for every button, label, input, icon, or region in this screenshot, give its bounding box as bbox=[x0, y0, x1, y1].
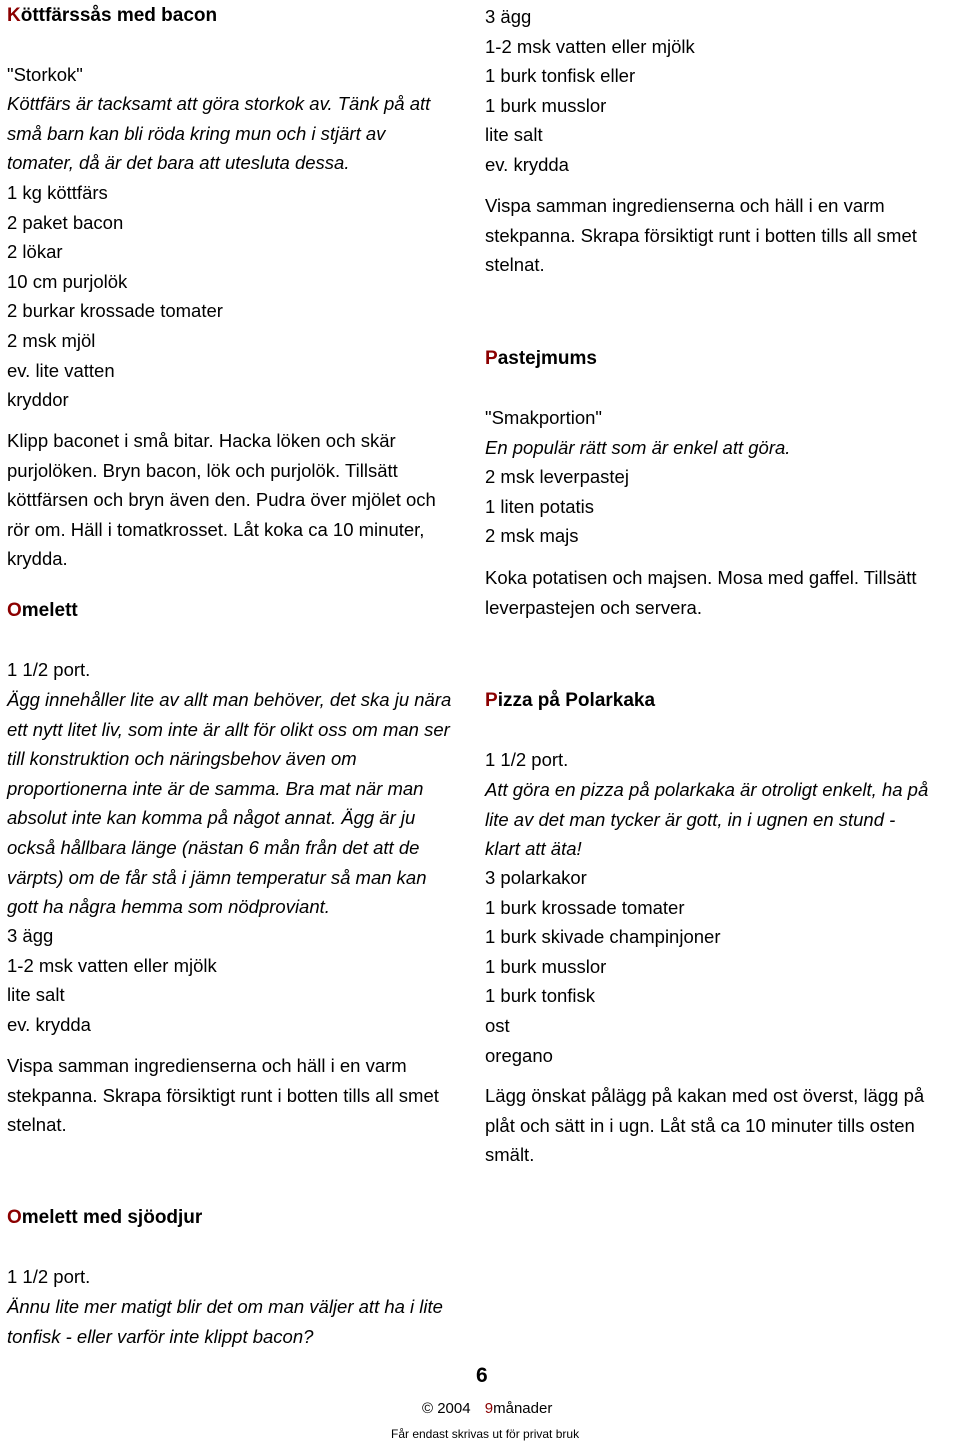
instruction-line: Vispa samman ingredienserna och häll i en varm bbox=[7, 1055, 407, 1076]
instructions-omelett bbox=[7, 1051, 439, 1140]
recipe-title-pastejmums: Pastejmums bbox=[485, 348, 597, 369]
instruction-line: leverpastejen och servera. bbox=[485, 596, 702, 618]
instruction-line: Koka potatisen och majsen. Mosa med gaffel. Tillsätt bbox=[485, 567, 917, 588]
recipe-intro-omelett bbox=[7, 685, 451, 922]
recipe-label-storkok: "Storkok" bbox=[7, 64, 83, 85]
ingredient-item: 1-2 msk vatten eller mjölk bbox=[7, 954, 217, 976]
intro-line: till konstruktion och näringsbehov även om bbox=[7, 748, 357, 770]
page-number: 6 bbox=[476, 1364, 488, 1387]
ingredient-list-kottfarssas bbox=[7, 178, 223, 415]
recipe-title-omelett-sjoodjur: Omelett med sjöodjur bbox=[7, 1207, 203, 1228]
instruction-line: stelnat. bbox=[7, 1114, 67, 1136]
ingredient-item: 2 msk mjöl bbox=[7, 329, 96, 351]
intro-line: gott ha några hemma som nödproviant. bbox=[7, 896, 330, 918]
instruction-line: stekpanna. Skrapa försiktigt runt i botten tills all smet bbox=[7, 1084, 439, 1106]
recipe-title-kottfarssas: Köttfärssås med bacon bbox=[7, 5, 218, 26]
intro-line: också hållbara länge (nästan 6 mån från det att de bbox=[7, 836, 420, 858]
instruction-line: Lägg önskat pålägg på kakan med ost överst, lägg på bbox=[485, 1085, 925, 1106]
intro-line: En populär rätt som är enkel att göra. bbox=[485, 437, 791, 458]
ingredient-list-omelett bbox=[7, 921, 217, 1039]
brand-name: månader bbox=[493, 1400, 553, 1417]
instruction-line: Klipp baconet i små bitar. Hacka löken och skär bbox=[7, 430, 396, 451]
ingredient-item: kryddor bbox=[7, 389, 69, 411]
instructions-pastejmums bbox=[485, 563, 917, 622]
ingredient-item: ev. lite vatten bbox=[7, 359, 115, 381]
ingredient-item: 1 burk tonfisk bbox=[485, 985, 596, 1007]
ingredient-item: 2 msk majs bbox=[485, 525, 579, 547]
ingredient-item: 1 burk musslor bbox=[485, 955, 607, 977]
ingredient-item: 1 burk skivade champinjoner bbox=[485, 926, 721, 948]
instructions-sjoodjur bbox=[485, 191, 917, 280]
instructions-kottfarssas bbox=[7, 426, 436, 574]
portion-pizza: 1 1/2 port. bbox=[485, 749, 569, 770]
ingredient-item: 1 burk krossade tomater bbox=[485, 896, 685, 918]
instruction-line: Vispa samman ingredienserna och häll i en varm bbox=[485, 195, 885, 216]
intro-line: Att göra en pizza på polarkaka är otroligt enkelt, ha på bbox=[485, 779, 929, 800]
recipe-intro-pizza bbox=[485, 775, 928, 864]
ingredient-item: 1-2 msk vatten eller mjölk bbox=[485, 35, 695, 57]
copyright-text: © 2004 bbox=[422, 1400, 471, 1417]
recipe-label-smakportion: "Smakportion" bbox=[485, 407, 602, 428]
ingredient-item: 1 kg köttfärs bbox=[7, 182, 108, 203]
instruction-line: plåt och sätt in i ugn. Låt stå ca 10 minuter tills osten bbox=[485, 1114, 915, 1136]
instruction-line: köttfärsen och bryn även den. Pudra över mjölet och bbox=[7, 489, 436, 511]
recipe-title-omelett: Omelett bbox=[7, 600, 78, 621]
recipe-intro-sjoodjur bbox=[7, 1292, 443, 1351]
ingredient-item: 3 polarkakor bbox=[485, 867, 587, 888]
instruction-line: krydda. bbox=[7, 548, 68, 570]
instructions-pizza bbox=[485, 1081, 924, 1170]
ingredient-item: 2 paket bacon bbox=[7, 211, 124, 233]
intro-line: tonfisk - eller varför inte klippt bacon? bbox=[7, 1325, 314, 1347]
intro-line: tomater, då är det bara att utesluta dessa. bbox=[7, 152, 350, 174]
intro-line: Ännu lite mer matigt blir det om man väljer att ha i lite bbox=[7, 1296, 443, 1317]
footer-print-note: Får endast skrivas ut för privat bruk bbox=[391, 1427, 580, 1441]
instruction-line: rör om. Häll i tomatkrosset. Låt koka ca 10 minuter, bbox=[7, 518, 425, 540]
ingredient-item: 3 ägg bbox=[485, 6, 532, 27]
ingredient-item: ev. krydda bbox=[7, 1013, 91, 1035]
ingredient-item: 3 ägg bbox=[7, 925, 54, 946]
ingredient-item: 2 msk leverpastej bbox=[485, 466, 629, 487]
ingredient-item: 10 cm purjolök bbox=[7, 270, 128, 292]
ingredient-item: 1 burk musslor bbox=[485, 94, 607, 116]
intro-line: Köttfärs är tacksamt att göra storkok av. Tänk på att bbox=[7, 93, 431, 114]
intro-line: absolut inte kan komma på något annat. Ägg är ju bbox=[7, 807, 416, 829]
recipe-intro-kottfarssas bbox=[7, 89, 430, 178]
ingredient-list-sjoodjur bbox=[485, 2, 695, 180]
instruction-line: stelnat. bbox=[485, 254, 545, 276]
ingredient-item: 2 lökar bbox=[7, 241, 63, 263]
intro-line: lite av det man tycker är gott, in i ugnen en stund - bbox=[485, 808, 896, 830]
recipe-title-pizza: Pizza på Polarkaka bbox=[485, 690, 656, 711]
intro-line: proportionerna inte är de samma. Bra mat när man bbox=[7, 777, 424, 799]
instruction-line: smält. bbox=[485, 1144, 535, 1166]
portion-omelett: 1 1/2 port. bbox=[7, 659, 91, 680]
ingredient-list-pastejmums bbox=[485, 462, 629, 551]
intro-line: små barn kan bli röda kring mun och i stjärt av bbox=[7, 122, 386, 144]
footer-copyright bbox=[422, 1400, 552, 1417]
portion-sjoodjur: 1 1/2 port. bbox=[7, 1266, 91, 1287]
ingredient-item: ost bbox=[485, 1014, 510, 1036]
intro-line: värpts) om de får stå i jämn temperatur så man kan bbox=[7, 866, 427, 888]
instruction-line: stekpanna. Skrapa försiktigt runt i botten tills all smet bbox=[485, 224, 917, 246]
ingredient-item: 2 burkar krossade tomater bbox=[7, 300, 223, 322]
ingredient-item: 1 burk tonfisk eller bbox=[485, 65, 636, 87]
intro-line: klart att äta! bbox=[485, 838, 582, 860]
intro-line: ett nytt litet liv, som inte är allt för olikt oss om man ser bbox=[7, 718, 450, 740]
ingredient-item: 1 liten potatis bbox=[485, 495, 595, 517]
ingredient-list-pizza bbox=[485, 863, 721, 1070]
ingredient-item: oregano bbox=[485, 1044, 553, 1066]
instruction-line: purjolöken. Bryn bacon, lök och purjolök. Tillsätt bbox=[7, 459, 398, 481]
brand-nine: 9 bbox=[484, 1400, 494, 1417]
ingredient-item: lite salt bbox=[485, 124, 543, 146]
ingredient-item: lite salt bbox=[7, 984, 65, 1006]
intro-line: Ägg innehåller lite av allt man behöver, det ska ju nära bbox=[7, 689, 452, 710]
recipe-intro-pastejmums bbox=[485, 433, 790, 463]
ingredient-item: ev. krydda bbox=[485, 153, 569, 175]
